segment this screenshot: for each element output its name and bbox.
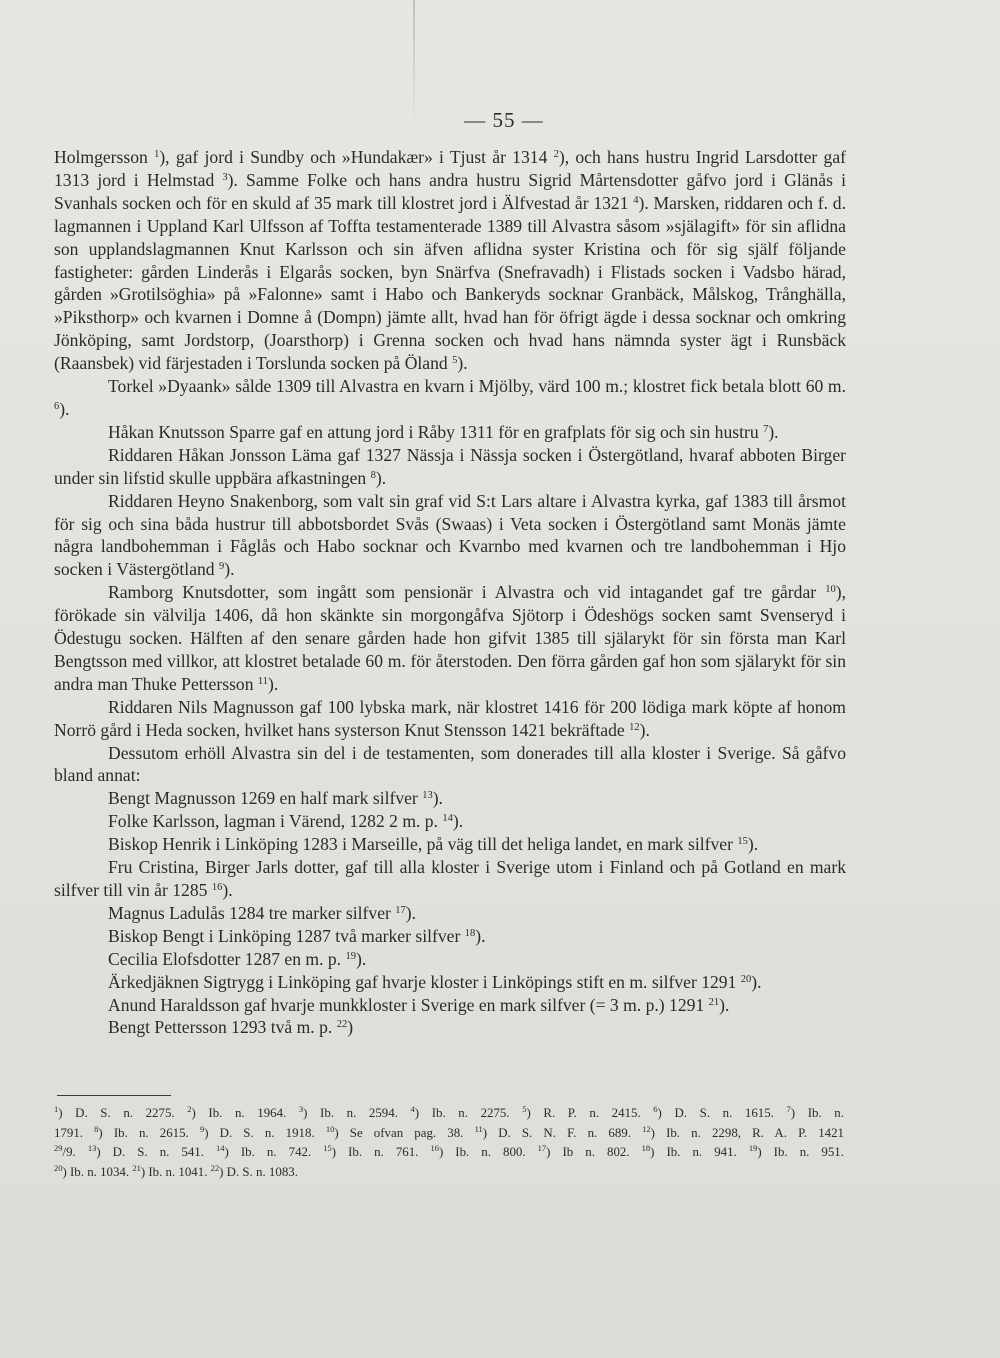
footnote-line [54, 1163, 844, 1183]
footnote-ref: 19 [345, 950, 356, 962]
text-run: ). [751, 971, 762, 992]
body-text [54, 146, 846, 1039]
text-run: ) D. S. n. 541. [96, 1145, 217, 1160]
text-run: ) Ib. n. 1964. [191, 1106, 299, 1120]
footnote-ref: 20 [54, 1162, 63, 1173]
text-run: ). [432, 788, 443, 809]
text-run: Fru Cristina, Birger Jarls dotter, gaf till alla kloster i Sverige utom i Finland och på Gotland en mark silfver till vin år 1285 [54, 857, 846, 900]
footnote-ref: 17 [537, 1143, 547, 1154]
footnote-ref: 6 [653, 1104, 658, 1114]
text-run: Håkan Knutsson Sparre gaf en attung jord i Råby 1311 för en grafplats för sig och sin hustru [108, 421, 764, 442]
paragraph [54, 444, 846, 490]
footnote-ref: 16 [430, 1143, 439, 1154]
footnote-ref: 7 [786, 1104, 791, 1114]
footnote-ref: 19 [748, 1143, 758, 1154]
text-run: Holmgersson [54, 147, 155, 167]
text-run: ), förökade sin välvilja 1406, då hon skänkte sin morgongåfva Sjötorp i Ödeshögs socken samt Svenseryd i Ödestugu socken. Hälften af den senare gården hade hon gifvit 1385 till själarykt för sin första man Karl Bengtsson med villkor, att klostret betalade 60 m. för återstoden. Den förra gården gaf hon som själarykt för sin andra man Thuke Pettersson [54, 582, 846, 694]
text-run: ). [457, 353, 468, 374]
text-run: ) Ib. n. 800. [438, 1145, 538, 1160]
text-run: ). [375, 467, 387, 488]
paragraph [54, 971, 846, 994]
text-run: ) Ib. n. 1034. [62, 1164, 133, 1179]
text-run: ) Ib. n. 951. [757, 1145, 844, 1160]
text-run: ). Marsken, riddaren och f. d. lagmannen i Uppland Karl Ulfsson af Toffta testamenterade 1389 till Alvastra såsom »själagift» för sin aflidna son upplandslagmannen Knut Karlsson och sin äfven aflidna syster Kristina och för sig själf följande fastigheter: gården Linderås i Elgarås socken, byn Snärfva (Snefravadh) i Flistads socken i Vadsbo härad, gården »Grotilsöghia» på »Falonne» samt i Habo och Bankeryds socknar Granbäck, Målskog, Trånghälla, »Piksthorp» och kvarnen i Domne å (Dompn) jämte allt, hvad han för öfrigt ägde i dessa socknar och omkring Jönköping, samt Jordstorp, (Joarsthorp) i Grenna socken och hvad hans nämnda syster ägt i Runsbäck (Raansbek) vid färjestaden i Torslunda socken på Öland [54, 192, 846, 374]
paragraph [54, 994, 846, 1017]
text-run: ), gaf jord i Sundby och »Hundakær» i Tjust år 1314 [159, 147, 554, 167]
footnote-line [54, 1143, 844, 1163]
text-run: 1791. [54, 1125, 95, 1140]
footnote-ref: 4 [410, 1104, 415, 1114]
text-run: ). [355, 948, 367, 969]
text-run: ), och hans hustru Ingrid Larsdotter gaf 1313 jord i Helmstad [54, 147, 846, 190]
text-run: ) [347, 1017, 354, 1038]
text-run: ). [719, 994, 730, 1015]
paragraph [54, 581, 846, 696]
footnote-line [54, 1104, 844, 1124]
footnote-ref: 2 [187, 1104, 192, 1114]
footnote-ref: 14 [442, 813, 453, 825]
footnotes [54, 1104, 844, 1182]
paragraph [54, 787, 846, 810]
paragraph [54, 810, 846, 833]
paragraph [54, 833, 846, 856]
footnote-ref: 29 [54, 1143, 63, 1154]
footnote-ref: 3 [222, 171, 228, 183]
text-run: Dessutom erhöll Alvastra sin del i de testamenten, som donerades till alla kloster i Sverige. Så gåfvo bland annat: [54, 742, 846, 786]
footnote-ref: 15 [737, 836, 748, 848]
footnote-ref: 3 [298, 1104, 304, 1114]
text-run: ) R. P. n. 2415. [526, 1106, 654, 1120]
footnote-line [54, 1124, 844, 1144]
text-run: Magnus Ladulås 1284 tre marker silfver [108, 902, 396, 923]
footnote-ref: 17 [395, 904, 406, 916]
text-run: ) D. S. n. 1615. [657, 1106, 787, 1120]
text-run: ) Ib. n. 1041. [140, 1164, 211, 1179]
text-run: ) Ib. n. 2298, R. A. P. 1421 [650, 1125, 844, 1140]
text-run: ) Ib. n. 2615. [98, 1125, 200, 1140]
footnote-rule [57, 1095, 171, 1096]
footnote-ref: 1 [154, 149, 160, 160]
text-run: Bengt Pettersson 1293 två m. p. [108, 1017, 337, 1038]
text-run: ). [224, 559, 235, 580]
text-run: ) Ib. n. 941. [650, 1145, 749, 1160]
footnote-ref: 21 [708, 996, 720, 1008]
footnote-ref: 10 [325, 1123, 335, 1134]
text-run: ) Ib. n. [790, 1106, 844, 1120]
text-run: ) Ib. n. 742. [224, 1145, 324, 1160]
text-run: ). [768, 421, 779, 442]
footnote-ref: 4 [633, 194, 639, 206]
footnote-ref: 2 [553, 149, 559, 160]
text-run: Riddaren Håkan Jonsson Läma gaf 1327 Nässja i Nässja socken i Östergötland, hvaraf abboten Birger under sin lifstid skulle uppbära afkastningen [54, 444, 846, 488]
footnote-ref: 5 [522, 1104, 527, 1114]
footnote-ref: 22 [210, 1162, 220, 1173]
footnote-ref: 1 [54, 1104, 59, 1114]
footnote-ref: 21 [132, 1162, 141, 1173]
text-run: ). [639, 719, 650, 740]
footnote-ref: 8 [370, 469, 376, 481]
footnote-ref: 18 [464, 927, 476, 939]
text-run: ). Samme Folke och hans andra hustru Sigrid Mårtensdotter gåfvo jord i Glänås i Svanhals socken och för en skuld af 35 mark till klostret jord i Älfvestad år 1321 [54, 169, 846, 213]
text-run: Folke Karlsson, lagman i Värend, 1282 2 m. p. [108, 811, 443, 832]
paragraph [54, 146, 846, 375]
footnote-ref: 16 [211, 882, 223, 893]
text-run: ). [475, 925, 486, 946]
footnote-ref: 7 [763, 423, 769, 435]
text-run: ) D. S. n. 2275. [58, 1106, 188, 1120]
text-run: Biskop Henrik i Linköping 1283 i Marseille, på väg till det heliga landet, en mark silfver [108, 834, 738, 855]
paragraph [54, 421, 846, 444]
text-run: Ramborg Knutsdotter, som ingått som pensionär i Alvastra och vid intagandet gaf tre gårdar [108, 582, 826, 603]
paragraph [54, 856, 846, 902]
text-run: ). [405, 902, 417, 923]
footnote-ref: 20 [740, 973, 752, 985]
paragraph [54, 902, 846, 925]
footnote-ref: 14 [216, 1143, 225, 1154]
text-run: ) Se ofvan pag. 38. [334, 1125, 475, 1140]
footnote-ref: 18 [641, 1143, 651, 1154]
text-run: ) Ib. n. 2594. [303, 1106, 411, 1120]
footnote-ref: 15 [323, 1143, 332, 1154]
paragraph [54, 490, 846, 582]
paragraph [54, 1016, 846, 1039]
footnote-ref: 5 [452, 355, 458, 367]
text-run: Anund Haraldsson gaf hvarje munkkloster i Sverige en mark silfver (= 3 m. p.) 1291 [108, 994, 709, 1015]
text-run: Bengt Magnusson 1269 en half mark silfver [108, 788, 423, 809]
text-run: ). [747, 834, 759, 855]
text-run: Torkel »Dyaank» sålde 1309 till Alvastra en kvarn i Mjölby, värd 100 m.; klostret fick betala blott 60 m. [108, 376, 846, 397]
footnote-ref: 11 [257, 675, 269, 687]
footnote-ref: 8 [94, 1123, 99, 1134]
text-run: Cecilia Elofsdotter 1287 en m. p. [108, 948, 346, 969]
text-run: ) D. S. n. 1083. [219, 1164, 298, 1179]
footnote-ref: 13 [87, 1143, 97, 1154]
text-run: ). [452, 811, 464, 832]
text-run: Riddaren Heyno Snakenborg, som valt sin graf vid S:t Lars altare i Alvastra kyrka, gaf 1383 till årsmot för sig och sina båda hustrur till abbotsbordet Svås (Swaas) i Veta socken i Östergötland samt Monäs jämte några landbohemman i Fåglås och Habo socknar och Kvarnbo med kvarnen och tre landbohemman i Hjo socken i Västergötland [54, 490, 846, 580]
footnote-ref: 9 [199, 1123, 205, 1134]
page-number: — 55 — [464, 108, 544, 132]
footnote-ref: 6 [54, 400, 60, 412]
footnote-ref: 10 [825, 584, 836, 596]
footnote-ref: 22 [336, 1019, 348, 1031]
footnote-ref: 11 [474, 1123, 483, 1134]
text-run: ) Ib. n. 761. [331, 1145, 431, 1160]
text-run: ). [59, 398, 70, 419]
text-run: ) D. S. N. F. n. 689. [482, 1125, 643, 1140]
text-run: Riddaren Nils Magnusson gaf 100 lybska mark, när klostret 1416 för 200 lödiga mark köpte af honom Norrö gård i Heda socken, hvilket hans systerson Knut Stensson 1421 bekräftade [54, 696, 846, 740]
footnote-ref: 9 [219, 561, 225, 573]
footnote-ref: 12 [629, 721, 640, 733]
paragraph [54, 375, 846, 421]
text-run: ). [222, 880, 233, 900]
text-run: ) D. S. n. 1918. [204, 1125, 326, 1140]
paragraph [54, 948, 846, 971]
footnote-ref: 13 [422, 790, 433, 802]
text-run: Biskop Bengt i Linköping 1287 två marker silfver [108, 925, 465, 946]
footnote-ref: 12 [642, 1123, 651, 1134]
text-run: /9. [62, 1145, 88, 1160]
text-run: Ärkedjäknen Sigtrygg i Linköping gaf hvarje kloster i Linköpings stift en m. silfver 1291 [108, 971, 741, 992]
text-run: ) Ib. n. 2275. [414, 1106, 523, 1120]
text-run: ). [268, 673, 279, 694]
paragraph [54, 925, 846, 948]
paragraph [54, 696, 846, 742]
paragraph [54, 742, 846, 788]
text-run: ) Ib n. 802. [546, 1145, 642, 1160]
